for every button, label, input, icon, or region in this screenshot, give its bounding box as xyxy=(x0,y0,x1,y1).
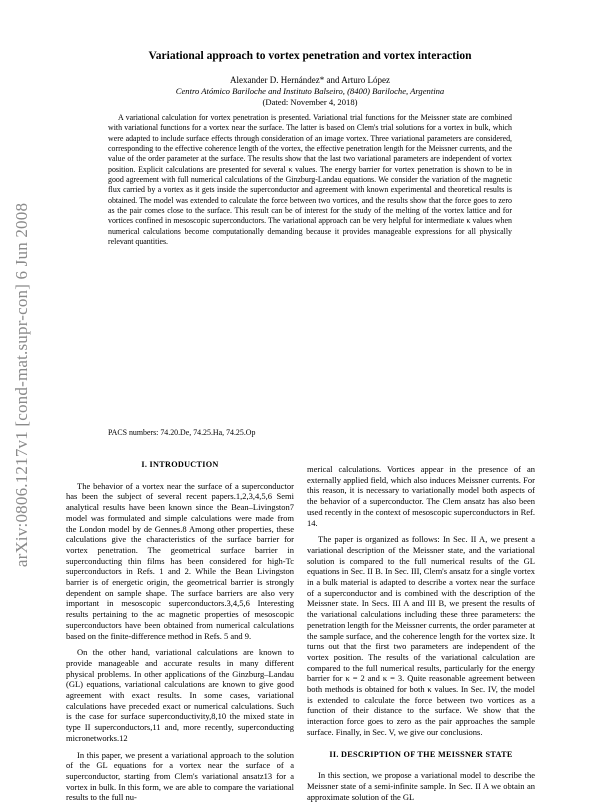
paragraph: On the other hand, variational calculations are known to provide manageable and accurate results in many different physical problems. In other applications of the Ginzburg–Landau (GL) equations, variational calculations are known to give good agreement with exact results. In some cases, variational calculations have preceded exact or numerical calculations. Such is the case for surface superconductivity,8,10 the mixed state in type II superconductors,11 and, more recently, superconducting micronetworks.12 xyxy=(66,647,294,743)
paragraph: The paper is organized as follows: In Sec. II A, we present a variational description of the Meissner state, and the variational solution is compared to the full numerical results of the GL equations in Sec. II B. In Sec. III, Clem's ansatz for a single vortex in a bulk material is adapted to describe a vortex near the surface of a superconductor and is combined with the description of the Meissner state. In Secs. III A and III B, we present the results of the variational calculations including these three parameters: the penetration length for the Meissner currents, the order parameter at the sample surface, and the coherence length for the vortex size. It turns out that the first two parameters are independent of the vortex position. The results of the variational calculation are compared to the full numerical results, particularly for the energy barrier for κ = 2 and κ = 3. Quite reasonable agreement between both methods is obtained for both κ values. In Sec. IV, the model is extended to calculate the force between two vortices as a function of their distance to the surface. We show that the interaction force goes to zero as the pair approaches the sample surface. Finally, in Sec. V, we give our conclusions. xyxy=(307,534,535,737)
paragraph: merical calculations. Vortices appear in the presence of an externally applied field, which also induces Meissner currents. For this reason, it is necessary to variationally model both aspects of the behavior of a superconductor. The Clem ansatz has also been used recently in the context of mesoscopic superconductors in Ref. 14. xyxy=(307,464,535,528)
pacs-numbers: PACS numbers: 74.20.De, 74.25.Ha, 74.25.Op xyxy=(108,428,256,437)
abstract: A variational calculation for vortex penetration is presented. Variational trial functions for the Meissner state are combined with variational functions for a vortex near the surface. The latter is based on Clem's trial solutions for a vortex in bulk, which were adapted to include surface effects through consideration of an image vortex. Three variational parameters are considered, corresponding to the effective coherence length of the vortex, the effective penetration length for the Meissner currents, and the value of the order parameter at the surface. The results show that the last two variational parameters are independent of vortex position. Explicit calculations are presented for several κ values. The energy barrier for vortex penetration is shown to be in good agreement with full numerical calculations of the Ginzburg-Landau equations. We consider the variation of the magnetic flux carried by a vortex as it gets inside the superconductor and agreement with known experimental and theoretical results is obtained. The model was extended to calculate the force between two vortices, and the results show that the force goes to zero as the pair comes close to the surface. This result can be of interest for the study of the melting of the vortex lattice and for vortices confined in mesoscopic superconductors. The variational approach can be very helpful for intermediate κ values when numerical calculations become computationally demanding because it provides manageable expressions for all physically relevant quantities. xyxy=(108,113,512,247)
section-heading-introduction: I. INTRODUCTION xyxy=(141,460,219,469)
right-column xyxy=(307,464,535,808)
paragraph: In this section, we propose a variational model to describe the Meissner state of a semi-infinite sample. In Sec. II A we obtain an approximate solution of the GL xyxy=(307,770,535,802)
paragraph: In this paper, we present a variational approach to the solution of the GL equations for a vortex near the surface of a superconductor, starting from Clem's variational ansatz13 for a vortex in bulk. In this form, we are able to compare the variational results to the full nu- xyxy=(66,749,294,803)
paper-affiliation: Centro Atómico Bariloche and Instituto Balseiro, (8400) Bariloche, Argentina xyxy=(175,86,445,96)
section-heading-meissner: II. DESCRIPTION OF THE MEISSNER STATE xyxy=(329,749,513,759)
paper-authors: Alexander D. Hernández* and Arturo López xyxy=(230,75,390,85)
arxiv-id: arXiv:0806.1217v1 [cond-mat.supr-con] 6 Jun 2008 xyxy=(12,202,31,568)
paragraph: The behavior of a vortex near the surface of a superconductor has been the subject of several recent papers.1,2,3,4,5,6 Semi analytical results have been known since the Bean–Livingston7 model was formulated and simple calculations were made from the London model by de Gennes.8 Among other properties, these calculations give the characteristics of the surface barrier for vortex penetration. The geometrical surface barrier in superconducting thin films has been considered for high-Tc superconductors in Refs. 1 and 2. While the Bean Livingston barrier is of energetic origin, the geometrical barrier is strongly dependent on sample shape. The surface barriers are also very important in mesoscopic superconductors.3,4,5,6 Interesting results pertaining to the ac magnetic properties of mesoscopic superconductors have been obtained from numerical calculations based on the finite-difference method in Refs. 5 and 9. xyxy=(66,480,294,641)
paper-title: Variational approach to vortex penetration and vortex interaction xyxy=(148,50,472,62)
paper-date: (Dated: November 4, 2018) xyxy=(262,97,358,107)
arxiv-sidebar-stamp xyxy=(2,150,42,620)
left-column xyxy=(66,460,294,809)
